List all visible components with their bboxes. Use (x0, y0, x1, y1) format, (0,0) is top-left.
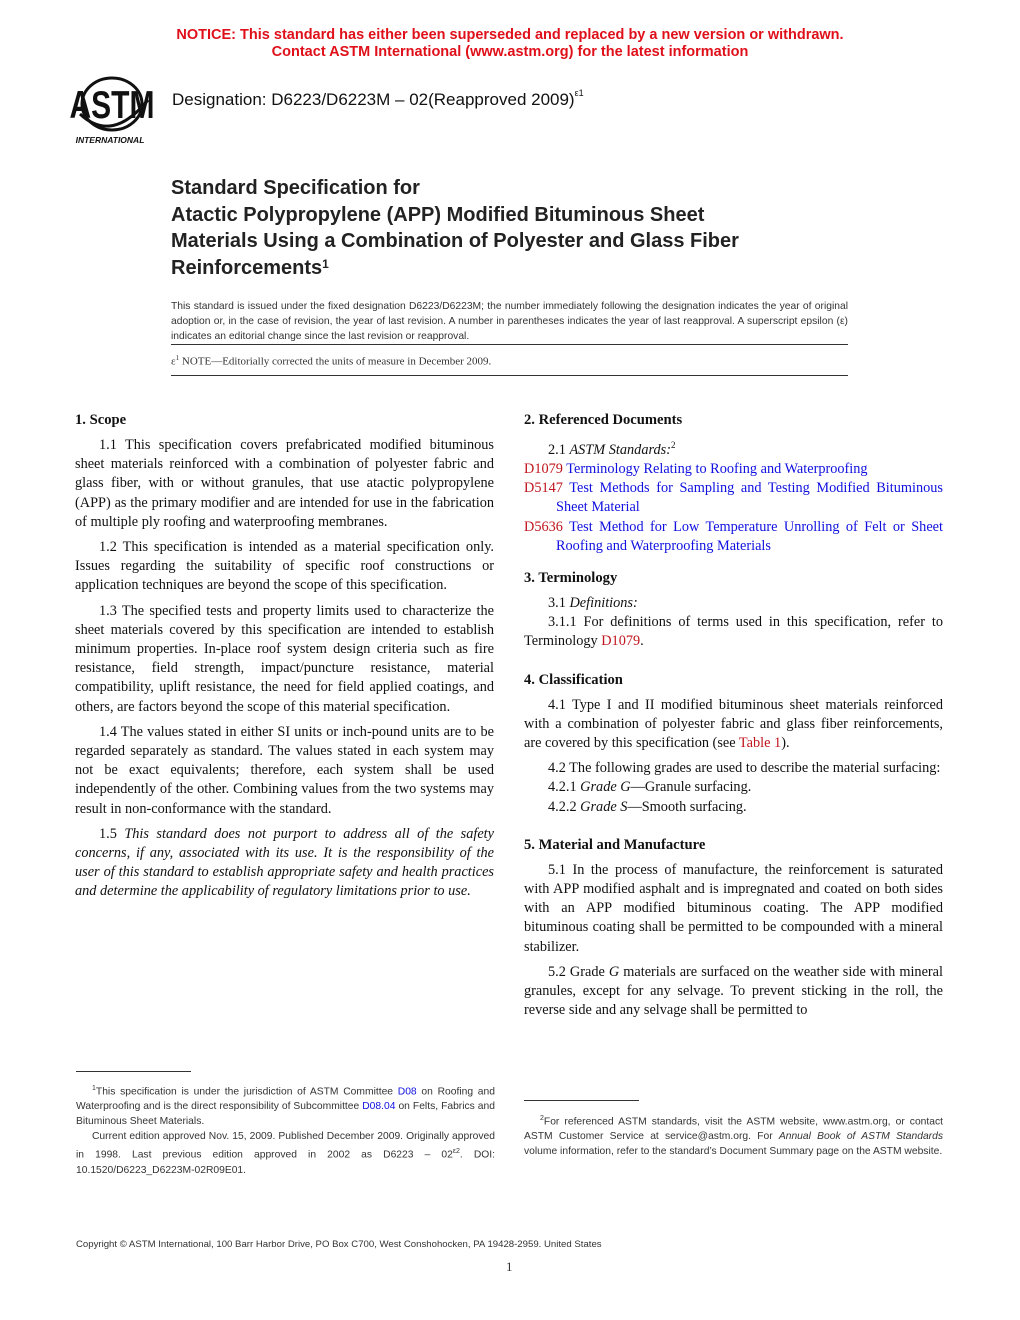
footnote-2 (524, 1111, 943, 1159)
paragraph-1-5-number: 1.5 (99, 825, 125, 842)
editorial-note (171, 344, 848, 376)
paragraph-3-1-1-text: 3.1.1 For definitions of terms used in this specification, refer to Terminology (524, 614, 943, 650)
section-heading-terminology: 3. Terminology (524, 569, 618, 586)
section-gap (524, 823, 943, 836)
reference-item[interactable] (524, 518, 943, 556)
grade-g-ref: G (608, 963, 620, 980)
footnote-rule-right (524, 1100, 639, 1101)
paragraph-4-2-1 (524, 778, 943, 797)
astm-logo-icon (70, 74, 162, 146)
section-heading-material: 5. Material and Manufacture (524, 836, 706, 853)
right-column (524, 411, 943, 1026)
section-gap (524, 658, 943, 671)
designation-epsilon: ε1 (574, 88, 584, 98)
reference-title[interactable]: Test Methods for Sampling and Testing Modified Bituminous Sheet Material (556, 480, 943, 516)
annual-book-title: Annual Book of ASTM Standards (778, 1131, 943, 1143)
paragraph-2-1 (524, 436, 943, 460)
reference-code[interactable]: D1079 (524, 460, 563, 477)
reference-code[interactable]: D5147 (524, 480, 563, 497)
footnote-2-text-a: For referenced ASTM standards, visit the ASTM website, www.astm.org, or contact ASTM Customer Service at service@astm.org. For (524, 1116, 943, 1143)
paragraph-5-1: 5.1 In the process of manufacture, the reinforcement is saturated with APP modified asphalt and is impregnated and coated on both sides with an APP modified bituminous coating. The APP modified bituminous coating shall be permitted to be compounded with a mineral stabilizer. (524, 861, 943, 955)
paragraph-4-2-2-number: 4.2.2 (548, 798, 581, 815)
issuance-statement: This standard is issued under the fixed designation D6223/D6223M; the number immediately following the designation indicates the year of original adoption or, in the case of revision, the year of last revision. A number in parentheses indicates the year of last reapproval. A superscript epsilon (ε) indicates an editorial change since the last revision or reapproval. (171, 301, 848, 342)
section-gap (524, 556, 943, 569)
footnote-2-para (524, 1111, 943, 1159)
reference-code[interactable]: D5636 (524, 518, 563, 535)
paragraph-3-1 (524, 594, 943, 613)
left-column (75, 411, 494, 908)
reference-item[interactable] (524, 479, 943, 517)
footnote-1-doi: . DOI: 10.1520/D6223_D6223M-02R09E01. (76, 1149, 496, 1176)
footnote-1-text-c: on Felts, Fabrics and Bituminous Sheet Materials. (76, 1101, 495, 1128)
title-line-3: Materials Using a Combination of Polyester and Glass Fiber (171, 230, 739, 252)
supersede-notice (0, 27, 1020, 61)
paragraph-1-3: 1.3 The specified tests and property limits used to characterize the sheet materials covered by this specification are intended to establish minimum properties. In-place roof system design criteria such as fire resistance, field strength, impact/puncture resistance, material compatibility, uplift resistance, the need for field applied coatings, and others, are factors beyond the scope of this material specification. (75, 602, 494, 715)
astm-standards-label: ASTM Standards: (569, 441, 671, 458)
definitions-label: Definitions: (569, 594, 638, 611)
footnote-2-text-b: volume information, refer to the standard’s Document Summary page on the ASTM website. (524, 1146, 943, 1158)
paragraph-1-5 (75, 825, 494, 902)
footnote-2-mark-text: 2 (540, 1115, 544, 1122)
footnote-1-edition-text: Current edition approved Nov. 15, 2009. Published December 2009. Originally approved in 1998. Last previous edition approved in 2002 as D6223 – 02 (76, 1131, 495, 1161)
footnote-1 (76, 1081, 495, 1178)
page-number: 1 (506, 1259, 513, 1274)
document-title (171, 175, 871, 281)
title-line-4: Reinforcements (171, 256, 323, 279)
section-heading-referenced: 2. Referenced Documents (524, 412, 683, 428)
paragraph-4-1-end: ). (781, 735, 790, 751)
paragraph-5-2-start: 5.2 Grade (548, 963, 609, 980)
logo-international: INTERNATIONAL (75, 135, 145, 145)
title-line-1: Standard Specification for (171, 177, 420, 199)
footnote-2-mark[interactable]: 2 (671, 440, 676, 450)
paragraph-1-1: 1.1 This specification covers prefabricated modified bituminous sheet materials reinforced with a combination of polyester fabric and glass fiber, with or without granules, that use atactic polypropylene (APP) as the primary modifier and are intended for use in the fabrication of multiple ply roofing and waterproofing membranes. (75, 437, 494, 530)
paragraph-5-2 (524, 963, 943, 1021)
designation (172, 90, 584, 110)
title-footnote-mark[interactable]: 1 (322, 256, 329, 271)
paragraph-4-2: 4.2 The following grades are used to describe the material surfacing: (548, 760, 941, 777)
logo-letters: ASTM (70, 84, 155, 128)
paragraph-4-2-1-number: 4.2.1 (548, 779, 581, 796)
paragraph-1-4: 1.4 The values stated in either SI units or inch-pound units are to be regarded separately as standard. The values stated in each system may not be exact equivalents; therefore, each system shall be used independently of the other. Combining values from the two systems may result in non-conformance with the standard. (75, 723, 494, 817)
paragraph-4-1-text: 4.1 Type I and II modified bituminous sheet materials reinforced with a combination of polyester fabric and glass fiber reinforcements, are covered by this specification (see (524, 696, 943, 751)
section-heading-scope: 1. Scope (75, 412, 127, 428)
d08-04-link[interactable]: D08.04 (362, 1101, 396, 1113)
grade-g-text: —Granule surfacing. (630, 779, 752, 796)
grade-s-label: Grade S (580, 798, 628, 815)
paragraph-2-1-number: 2.1 (548, 441, 570, 458)
grade-g-label: Grade G (580, 779, 631, 796)
paragraph-3-1-1-end: . (640, 633, 644, 650)
reference-title[interactable]: Test Method for Low Temperature Unrolling of Felt or Sheet Roofing and Waterproofing Materials (556, 518, 943, 554)
table-1-link[interactable]: Table 1 (738, 735, 782, 751)
footnote-1-text-a: This specification is under the jurisdiction of ASTM Committee (95, 1086, 398, 1098)
footnote-1-epsilon: ε2 (452, 1148, 460, 1156)
note-text: NOTE—Editorially corrected the units of measure in December 2009. (179, 355, 492, 368)
paragraph-1-5-text: This standard does not purport to address all of the safety concerns, if any, associated with its use. It is the responsibility of the user of this standard to establish appropriate safety and health practices and determine the applicability of regulatory limitations prior to use. (75, 825, 494, 900)
footnote-rule-left (76, 1071, 191, 1072)
designation-text: Designation: D6223/D6223M – 02(Reapproved 2009) (172, 90, 575, 109)
footnote-1-mark: 1 (92, 1085, 96, 1092)
astm-logo (70, 74, 162, 146)
footnote-1-text-b: on Roofing and Waterproofing and is the direct responsibility of Subcommittee (76, 1086, 495, 1113)
paragraph-3-1-1 (524, 613, 943, 651)
reference-title[interactable]: Terminology Relating to Roofing and Waterproofing (562, 460, 868, 477)
section-heading-classification: 4. Classification (524, 671, 623, 688)
paragraph-5-2-text: materials are surfaced on the weather side with mineral granules, except for any selvage. To prevent sticking in the roll, the reverse side and any selvage shall be permitted to (524, 963, 943, 1019)
grade-s-text: —Smooth surfacing. (627, 798, 747, 815)
reference-item[interactable] (524, 460, 943, 479)
note-epsilon: ε (171, 355, 176, 368)
copyright-line: Copyright © ASTM International, 100 Barr Harbor Drive, PO Box C700, West Conshohocken, PA 19428-2959. United States (76, 1239, 602, 1250)
footnote-1-para-1 (76, 1081, 495, 1129)
d1079-link[interactable]: D1079 (601, 633, 641, 650)
notice-line-2: Contact ASTM International (www.astm.org) for the latest information (271, 44, 749, 60)
note-epsilon-sup: 1 (175, 354, 180, 362)
paragraph-4-2-2 (524, 798, 943, 817)
paragraph-1-2: 1.2 This specification is intended as a material specification only. Issues regarding the suitability of specific roof constructions or application techniques are beyond the scope of this specification. (75, 539, 494, 594)
title-line-2: Atactic Polypropylene (APP) Modified Bituminous Sheet (171, 203, 705, 226)
footnote-1-para-2 (76, 1129, 495, 1177)
notice-line-1: NOTICE: This standard has either been superseded and replaced by a new version or withdrawn. (176, 27, 844, 43)
paragraph-3-1-number: 3.1 (548, 594, 570, 611)
paragraph-4-1 (524, 696, 943, 754)
d08-link[interactable]: D08 (397, 1086, 417, 1098)
